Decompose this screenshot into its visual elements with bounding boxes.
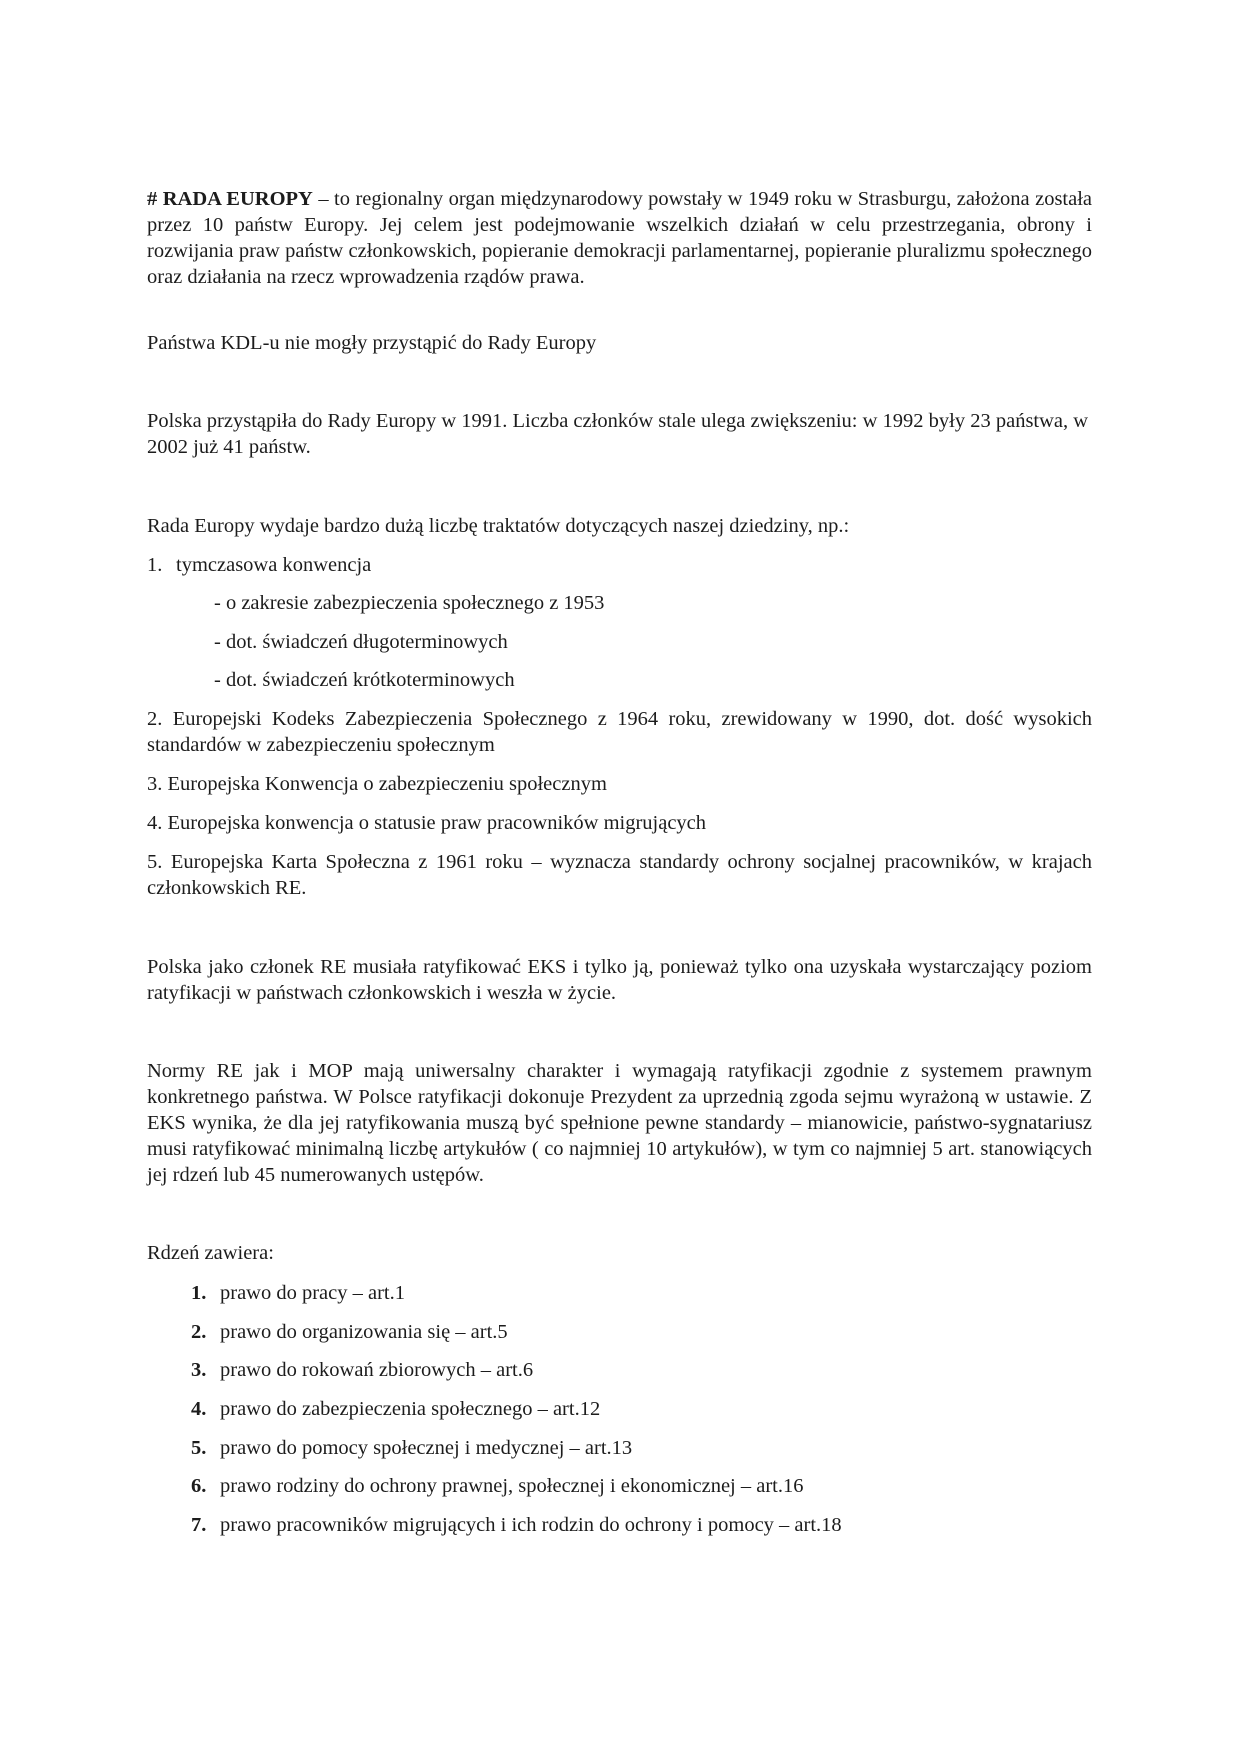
core-list-item-number: 4. xyxy=(191,1398,207,1420)
core-heading: Rdzeń zawiera: xyxy=(147,1242,274,1264)
treaty-item-3: 3. Europejska Konwencja o zabezpieczeniu społecznym xyxy=(147,773,607,795)
core-list-item-text: prawo do rokowań zbiorowych – art.6 xyxy=(220,1359,534,1381)
treaty-sub-item: - o zakresie zabezpieczenia społecznego z 1953 xyxy=(214,592,605,614)
kdl-paragraph: Państwa KDL-u nie mogły przystąpić do Rady Europy xyxy=(147,332,597,354)
core-list-item-text: prawo do zabezpieczenia społecznego – art.12 xyxy=(220,1398,601,1420)
core-list-item xyxy=(191,1280,405,1306)
core-list-item-text: prawo do pracy – art.1 xyxy=(220,1282,406,1304)
core-list-item xyxy=(191,1512,842,1538)
treaty-item-1-number: 1. xyxy=(147,554,163,576)
core-list-item-text: prawo do organizowania się – art.5 xyxy=(220,1321,508,1343)
core-list-item-number: 2. xyxy=(191,1321,207,1343)
core-list-item-text: prawo rodziny do ochrony prawnej, społecznej i ekonomicznej – art.16 xyxy=(220,1475,804,1497)
intro-text: – to regionalny organ międzynarodowy powstały w 1949 roku w Strasburgu, założona została przez 10 państw Europy. Jej celem jest podejmowanie wszelkich działań w celu przestrzegania, obrony i rozwijania praw państw członkowskich, popieranie demokracji parlamentarnej, popieranie pluralizmu społecznego oraz działania na rzecz wprowadzenia rządów prawa. xyxy=(147,188,1093,288)
core-list-item-text: prawo do pomocy społecznej i medycznej – art.13 xyxy=(220,1437,633,1459)
treaty-item-4: 4. Europejska konwencja o statusie praw pracowników migrujących xyxy=(147,812,707,834)
core-list-item-text: prawo pracowników migrujących i ich rodzin do ochrony i pomocy – art.18 xyxy=(220,1514,842,1536)
treaty-item-1-label: tymczasowa konwencja xyxy=(176,554,372,576)
core-list-item-number: 1. xyxy=(191,1282,207,1304)
core-list-item-number: 3. xyxy=(191,1359,207,1381)
core-list-item xyxy=(191,1435,632,1461)
core-list-item xyxy=(191,1473,804,1499)
polska-paragraph: Polska przystąpiła do Rady Europy w 1991. Liczba członków stale ulega zwiększeniu: w 1992 były 23 państwa, w 2002 już 41 państw. xyxy=(147,410,1089,458)
treaties-intro-paragraph: Rada Europy wydaje bardzo dużą liczbę traktatów dotyczących naszej dziedziny, np.: xyxy=(147,515,850,537)
core-list-item-number: 7. xyxy=(191,1514,207,1536)
core-list-item xyxy=(191,1319,508,1345)
treaty-sub-item: - dot. świadczeń długoterminowych xyxy=(214,631,508,653)
treaty-sub-item: - dot. świadczeń krótkoterminowych xyxy=(214,669,515,691)
eks-paragraph: Polska jako członek RE musiała ratyfikować EKS i tylko ją, ponieważ tylko ona uzyskała wystarczający poziom ratyfikacji w państwach członkowskich i weszła w życie. xyxy=(147,956,1092,1004)
intro-hash: # xyxy=(147,188,158,210)
core-list-item-number: 5. xyxy=(191,1437,207,1459)
norms-paragraph: Normy RE jak i MOP mają uniwersalny charakter i wymagają ratyfikacji zgodnie z systemem prawnym konkretnego państwa. W Polsce ratyfikacji dokonuje Prezydent za uprzednią zgoda sejmu wyrażoną w ustawie. Z EKS wynika, że dla jej ratyfikowania muszą być spełnione pewne standardy – mianowicie, państwo-sygnatariusz musi ratyfikować minimalną liczbę artykułów ( co najmniej 10 artykułów), w tym co najmniej 5 art. stanowiących jej rdzeń lub 45 numerowanych ustępów. xyxy=(147,1060,1092,1186)
core-list-item xyxy=(191,1357,533,1383)
treaty-item-1 xyxy=(147,552,371,578)
core-list-item-number: 6. xyxy=(191,1475,207,1497)
treaty-item-5: 5. Europejska Karta Społeczna z 1961 roku – wyznacza standardy ochrony socjalnej pracowników, w krajach członkowskich RE. xyxy=(147,851,1092,899)
treaty-item-2: 2. Europejski Kodeks Zabezpieczenia Społecznego z 1964 roku, zrewidowany w 1990, dot. dość wysokich standardów w zabezpieczeniu społecznym xyxy=(147,708,1092,756)
core-list-item xyxy=(191,1396,600,1422)
intro-title: RADA EUROPY xyxy=(162,188,313,210)
intro-paragraph xyxy=(147,186,1092,290)
